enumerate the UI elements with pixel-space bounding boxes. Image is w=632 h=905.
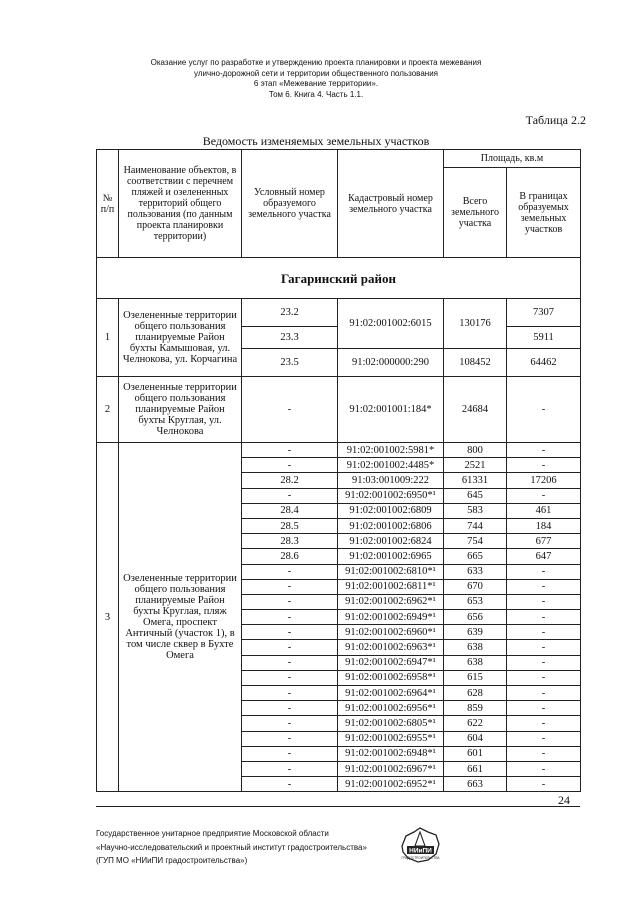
row-num: 1 [97, 299, 119, 377]
total-area: 670 [444, 579, 507, 594]
total-area: 665 [444, 549, 507, 564]
table-row [97, 443, 581, 458]
total-area: 130176 [444, 299, 507, 349]
table-caption: Ведомость изменяемых земельных участков [202, 134, 430, 148]
cadastral-number: 91:03:001009:222 [338, 473, 444, 488]
footer-divider [96, 806, 580, 807]
cadastral-number: 91:02:001002:6967*¹ [338, 761, 444, 776]
footer-line-2: «Научно-исследовательский и проектный институт градостроительства» [96, 842, 367, 852]
logo-text: НИиПИ [409, 847, 432, 855]
within-area: - [507, 686, 581, 701]
cadastral-number: 91:02:001002:6950*¹ [338, 488, 444, 503]
cadastral-number: 91:02:001002:5981* [338, 443, 444, 458]
cadastral-number: 91:02:001002:6809 [338, 503, 444, 518]
footer-line-1: Государственное унитарное предприятие Московской области [96, 829, 329, 838]
within-area: - [507, 777, 581, 792]
header-line-2: улично-дорожной сети и территории общественного пользования [194, 68, 438, 78]
col-header-cond: Условный номер образуемого земельного участка [242, 150, 338, 258]
total-area: 583 [444, 503, 507, 518]
within-area: 647 [507, 549, 581, 564]
header-line-4: Том 6. Книга 4. Часть 1.1. [268, 89, 364, 99]
footer [96, 827, 367, 868]
district-row: Гагаринский район [97, 258, 581, 299]
total-area: 656 [444, 610, 507, 625]
total-area: 2521 [444, 458, 507, 473]
cadastral-number: 91:02:001002:6806 [338, 518, 444, 533]
col-header-name: Наименование объектов, в соответствии с перечнем пляжей и озелененных территорий общего пользования (по данным проекта планировки территории) [119, 150, 242, 258]
within-area: - [507, 564, 581, 579]
within-area: - [507, 716, 581, 731]
total-area: 661 [444, 761, 507, 776]
within-area: - [507, 640, 581, 655]
cadastral-number: 91:02:001002:6962*¹ [338, 594, 444, 609]
object-name: Озелененные территории общего пользования планируемые Район бухты Камышовая, ул. Челнокова, ул. Корчагина [119, 299, 242, 377]
cadastral-number: 91:02:001002:6948*¹ [338, 746, 444, 761]
total-area: 645 [444, 488, 507, 503]
within-area: - [507, 579, 581, 594]
cadastral-number: 91:02:001002:4485* [338, 458, 444, 473]
cadastral-number: 91:02:000000:290 [338, 349, 444, 377]
page-number: 24 [558, 793, 570, 807]
cond-number: 23.5 [242, 349, 338, 377]
within-area: - [507, 610, 581, 625]
total-area: 638 [444, 640, 507, 655]
cond-number: 28.4 [242, 503, 338, 518]
total-area: 108452 [444, 349, 507, 377]
cadastral-number: 91:02:001002:6810*¹ [338, 564, 444, 579]
within-area: - [507, 488, 581, 503]
total-area: 744 [444, 518, 507, 533]
total-area: 61331 [444, 473, 507, 488]
cond-number: 23.3 [242, 327, 338, 349]
document-header [0, 58, 632, 100]
cadastral-number: 91:02:001002:6955*¹ [338, 731, 444, 746]
within-area: 461 [507, 503, 581, 518]
cadastral-number: 91:02:001002:6956*¹ [338, 701, 444, 716]
within-area: - [507, 443, 581, 458]
institute-logo-icon [398, 826, 442, 864]
col-header-total: Всего земельного участка [444, 168, 507, 258]
cond-number: - [242, 488, 338, 503]
cond-number: 28.5 [242, 518, 338, 533]
within-area: 677 [507, 534, 581, 549]
cadastral-number: 91:02:001002:6015 [338, 299, 444, 349]
cadastral-number: 91:02:001002:6965 [338, 549, 444, 564]
cond-number: 28.2 [242, 473, 338, 488]
cadastral-number: 91:02:001002:6958*¹ [338, 670, 444, 685]
header-line-1: Оказание услуг по разработке и утверждению проекта планировки и проекта межевания [150, 58, 482, 67]
total-area: 628 [444, 686, 507, 701]
object-name: Озелененные территории общего пользования планируемые Район бухты Круглая, пляж Омега, проспект Античный (участок 1), в том числе сквер в Бухте Омега [119, 443, 242, 792]
within-area: 64462 [507, 349, 581, 377]
cadastral-number: 91:02:001002:6811*¹ [338, 579, 444, 594]
cond-number: - [242, 640, 338, 655]
logo-subtext: ГРАДОСТРОИТЕЛЬСТВА [401, 856, 440, 860]
total-area: 633 [444, 564, 507, 579]
cond-number: - [242, 777, 338, 792]
cond-number: - [242, 443, 338, 458]
total-area: 638 [444, 655, 507, 670]
within-area: - [507, 655, 581, 670]
total-area: 800 [444, 443, 507, 458]
within-area: - [507, 746, 581, 761]
row-num: 3 [97, 443, 119, 792]
cond-number: - [242, 670, 338, 685]
cond-number: - [242, 625, 338, 640]
within-area: - [507, 377, 581, 443]
within-area: - [507, 458, 581, 473]
within-area: - [507, 761, 581, 776]
header-line-3: 6 этап «Межевание территории». [253, 79, 379, 88]
footer-line-3: (ГУП МО «НИиПИ градостроительства») [96, 856, 248, 865]
total-area: 663 [444, 777, 507, 792]
within-area: - [507, 594, 581, 609]
total-area: 622 [444, 716, 507, 731]
col-header-area: Площадь, кв.м [444, 150, 581, 168]
cond-number: - [242, 564, 338, 579]
cadastral-number: 91:02:001002:6952*¹ [338, 777, 444, 792]
cond-number: 28.6 [242, 549, 338, 564]
cadastral-number: 91:02:001002:6960*¹ [338, 625, 444, 640]
table-label: Таблица 2.2 [525, 113, 586, 127]
within-area: - [507, 731, 581, 746]
cond-number: - [242, 594, 338, 609]
col-header-num: № п/п [97, 150, 119, 258]
total-area: 601 [444, 746, 507, 761]
cadastral-number: 91:02:001001:184* [338, 377, 444, 443]
cond-number: - [242, 731, 338, 746]
cadastral-number: 91:02:001002:6805*¹ [338, 716, 444, 731]
cadastral-number: 91:02:001002:6963*¹ [338, 640, 444, 655]
cond-number: - [242, 686, 338, 701]
cond-number: - [242, 761, 338, 776]
within-area: 7307 [507, 299, 581, 327]
cond-number: - [242, 610, 338, 625]
cadastral-number: 91:02:001002:6949*¹ [338, 610, 444, 625]
cond-number: - [242, 458, 338, 473]
cond-number: - [242, 377, 338, 443]
row-num: 2 [97, 377, 119, 443]
cadastral-number: 91:02:001002:6947*¹ [338, 655, 444, 670]
within-area: - [507, 670, 581, 685]
cadastral-number: 91:02:001002:6964*¹ [338, 686, 444, 701]
within-area: 17206 [507, 473, 581, 488]
cond-number: 23.2 [242, 299, 338, 327]
total-area: 604 [444, 731, 507, 746]
cond-number: - [242, 716, 338, 731]
cond-number: - [242, 701, 338, 716]
cond-number: - [242, 579, 338, 594]
land-plots-table [96, 149, 581, 792]
total-area: 24684 [444, 377, 507, 443]
total-area: 653 [444, 594, 507, 609]
object-name: Озелененные территории общего пользования планируемые Район бухты Круглая, ул. Челнокова [119, 377, 242, 443]
within-area: - [507, 701, 581, 716]
within-area: 184 [507, 518, 581, 533]
within-area: - [507, 625, 581, 640]
cond-number: - [242, 655, 338, 670]
cadastral-number: 91:02:001002:6824 [338, 534, 444, 549]
total-area: 754 [444, 534, 507, 549]
col-header-cad: Кадастровый номер земельного участка [338, 150, 444, 258]
cond-number: - [242, 746, 338, 761]
cond-number: 28.3 [242, 534, 338, 549]
total-area: 639 [444, 625, 507, 640]
col-header-within: В границах образуемых земельных участков [507, 168, 581, 258]
total-area: 859 [444, 701, 507, 716]
total-area: 615 [444, 670, 507, 685]
within-area: 5911 [507, 327, 581, 349]
